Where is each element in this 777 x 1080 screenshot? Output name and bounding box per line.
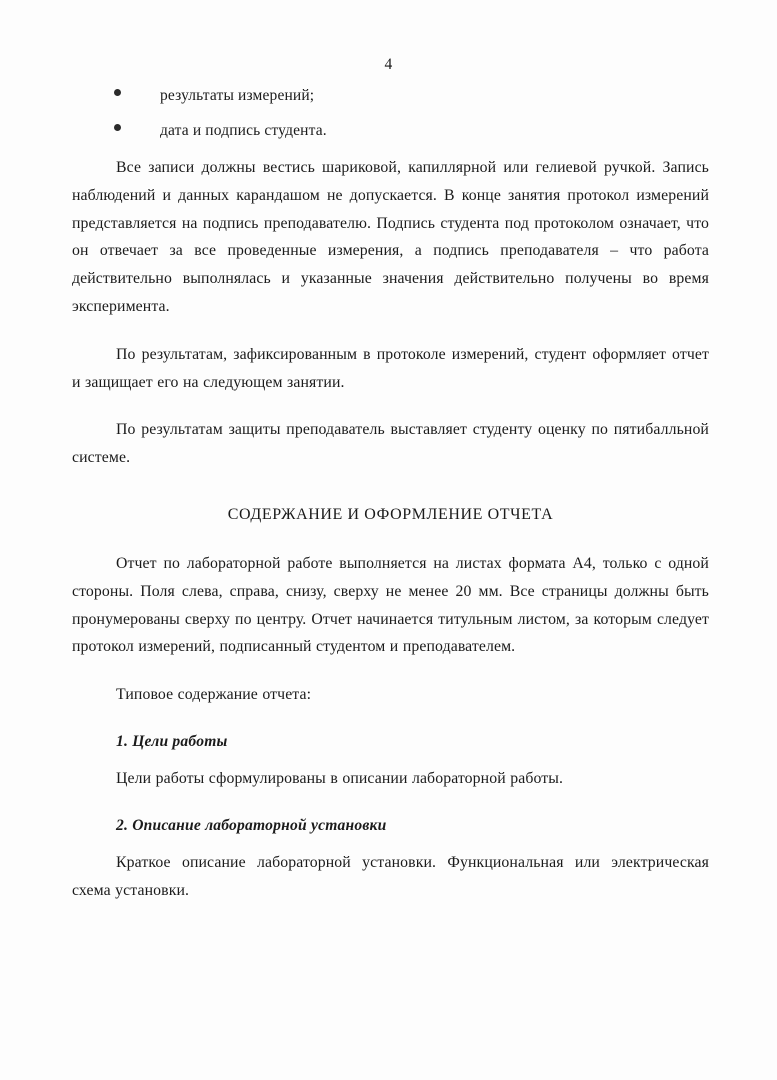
paragraph-grading: По результатам защиты преподаватель выставляет студенту оценку по пятибалльной системе. (72, 421, 709, 467)
page-number: 4 (384, 56, 393, 73)
bullet-dot-icon (114, 89, 121, 96)
paragraph-formatting-rules: Отчет по лабораторной работе выполняется на листах формата А4, только с одной стороны. Поля слева, справа, снизу, сверху не менее 20 мм. Все страницы должны быть пронумерованы сверху по центру. Отчет начинается титульным листом, за которым следует протокол измерений, подписанный студентом и преподавателем. (72, 555, 709, 656)
paragraph-typical-contents: Типовое содержание отчета: (116, 686, 312, 704)
list-item-text: дата и подпись студента. (160, 122, 327, 140)
list-item (72, 119, 709, 143)
page-content (72, 84, 709, 906)
subheading-setup-description: 2. Описание лабораторной установки (116, 816, 387, 834)
paragraph-goals-text: Цели работы сформулированы в описании лабораторной работы. (116, 769, 564, 787)
bullet-dot-icon (114, 124, 121, 131)
list-item (72, 84, 709, 108)
page-title: СОДЕРЖАНИЕ И ОФОРМЛЕНИЕ ОТЧЕТА (227, 506, 554, 523)
paragraph-records-rules: Все записи должны вестись шариковой, капиллярной или гелиевой ручкой. Запись наблюдений и данных карандашом не допускается. В конце занятия протокол измерений представляется на подпись преподавателю. Подпись студента под протоколом означает, что он отвечает за все проведенные измерения, а подпись преподавателя – что работа действительно выполнялась и указанные значения действительно получены во время эксперимента. (72, 159, 709, 316)
paragraph-setup-text: Краткое описание лабораторной установки. Функциональная или электрическая схема установки. (72, 853, 709, 899)
bullet-list (72, 84, 709, 143)
paragraph-report-preparation: По результатам, зафиксированным в протоколе измерений, студент оформляет отчет и защищает его на следующем занятии. (72, 345, 709, 391)
list-item-text: результаты измерений; (160, 87, 315, 104)
subheading-goals: 1. Цели работы (116, 732, 228, 750)
